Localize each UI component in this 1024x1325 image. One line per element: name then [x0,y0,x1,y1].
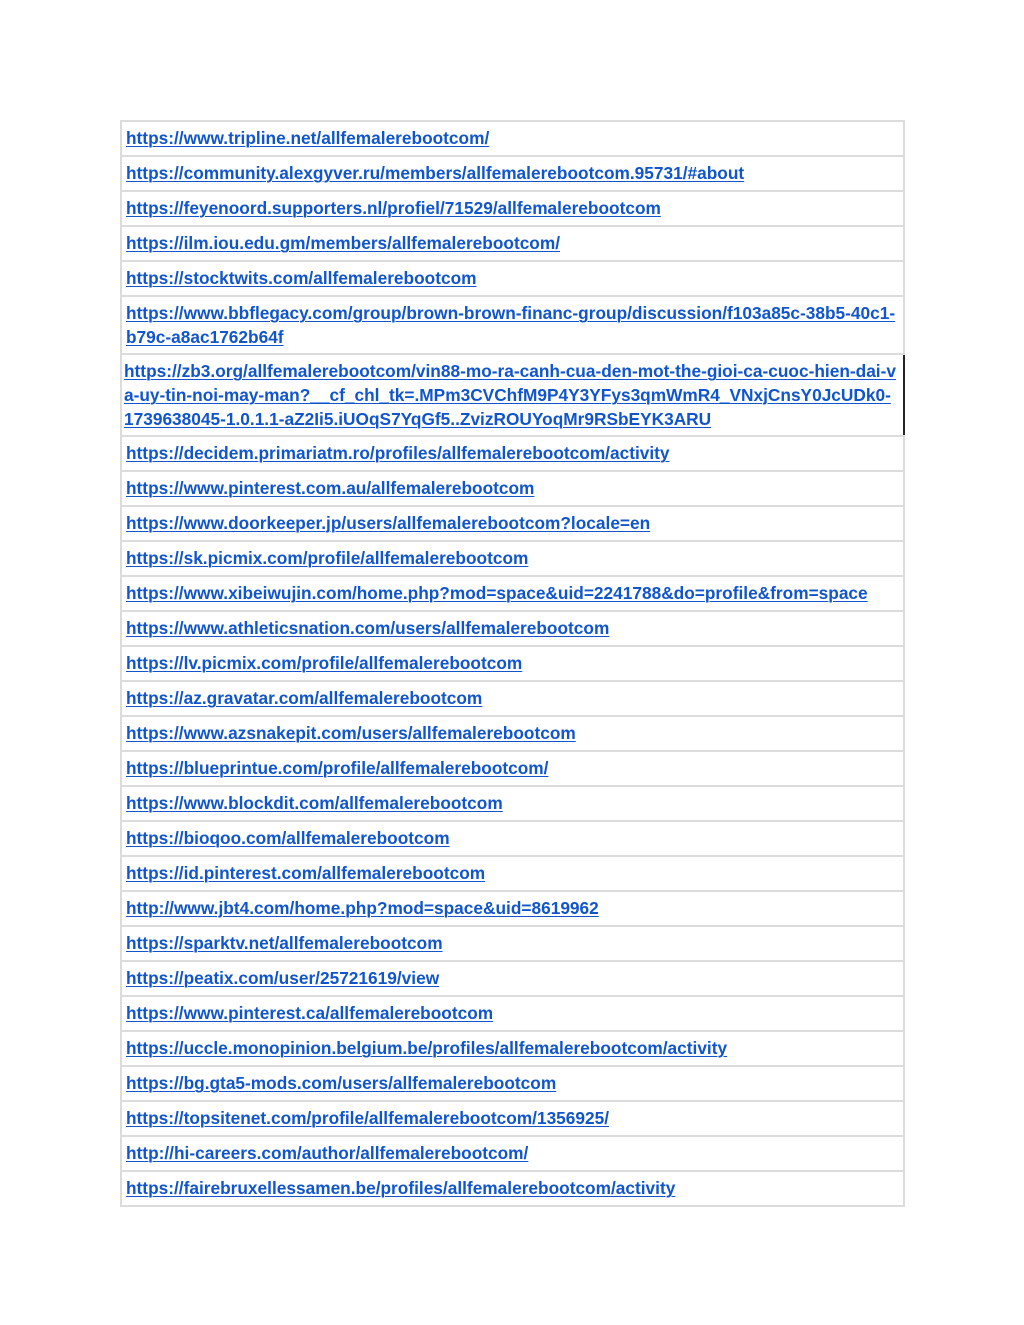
table-row [121,354,904,436]
table-cell [121,716,904,751]
link[interactable]: https://www.athleticsnation.com/users/allfemalerebootcom [126,618,610,638]
table-cell [121,471,904,506]
link[interactable]: https://stocktwits.com/allfemalerebootcom [126,268,477,288]
table-cell [121,821,904,856]
table-cell [121,156,904,191]
table-cell [121,436,904,471]
link[interactable]: https://sk.picmix.com/profile/allfemalerebootcom [126,548,529,568]
table-cell [121,506,904,541]
table-row [121,1101,904,1136]
table-row [121,891,904,926]
table-row [121,541,904,576]
table-row [121,506,904,541]
link[interactable]: https://community.alexgyver.ru/members/allfemalerebootcom.95731/#about [126,163,745,183]
table-cell [121,1171,904,1206]
table-cell [121,296,904,354]
link[interactable]: http://hi-careers.com/author/allfemalerebootcom/ [126,1143,529,1163]
table-row [121,471,904,506]
table-cell [121,786,904,821]
table-row [121,681,904,716]
table-row [121,856,904,891]
table-cell [121,121,904,156]
link[interactable]: https://www.tripline.net/allfemalerebootcom/ [126,128,490,148]
link[interactable]: https://blueprintue.com/profile/allfemalerebootcom/ [126,758,549,778]
link[interactable]: https://www.pinterest.ca/allfemalerebootcom [126,1003,494,1023]
table-row [121,611,904,646]
table-row [121,226,904,261]
table-cell [121,891,904,926]
table-cell [121,226,904,261]
table-row [121,156,904,191]
table-cell [121,1101,904,1136]
link[interactable]: https://ilm.iou.edu.gm/members/allfemalerebootcom/ [126,233,561,253]
link[interactable]: https://www.doorkeeper.jp/users/allfemalerebootcom?locale=en [126,513,651,533]
table-row [121,576,904,611]
table-row [121,716,904,751]
table-row [121,296,904,354]
link[interactable]: https://sparktv.net/allfemalerebootcom [126,933,443,953]
table-row [121,1136,904,1171]
link[interactable]: https://bg.gta5-mods.com/users/allfemalerebootcom [126,1073,557,1093]
link[interactable]: https://www.bbflegacy.com/group/brown-brown-financ-group/discussion/f103a85c-38b5-40c1-b79c-a8ac1762b64f [126,303,896,347]
link[interactable]: https://decidem.primariatm.ro/profiles/allfemalerebootcom/activity [126,443,670,463]
table-cell [121,191,904,226]
link[interactable]: https://fairebruxellessamen.be/profiles/allfemalerebootcom/activity [126,1178,676,1198]
table-cell [121,611,904,646]
link[interactable]: https://lv.picmix.com/profile/allfemalerebootcom [126,653,523,673]
table-cell [121,751,904,786]
table-cell [121,1136,904,1171]
link[interactable]: https://www.xibeiwujin.com/home.php?mod=space&uid=2241788&do=profile&from=space [126,583,868,603]
table-row [121,926,904,961]
link-table [120,120,905,1207]
table-cell [121,926,904,961]
table-row [121,191,904,226]
table-cell [121,856,904,891]
link[interactable]: https://www.pinterest.com.au/allfemalerebootcom [126,478,535,498]
table-cell [121,1066,904,1101]
table-row [121,1171,904,1206]
table-cell [121,1031,904,1066]
table-row [121,436,904,471]
table-cell [121,961,904,996]
link[interactable]: https://id.pinterest.com/allfemalerebootcom [126,863,486,883]
link[interactable]: https://peatix.com/user/25721619/view [126,968,440,988]
link[interactable]: https://az.gravatar.com/allfemalerebootcom [126,688,483,708]
link[interactable]: https://zb3.org/allfemalerebootcom/vin88-mo-ra-canh-cua-den-mot-the-gioi-ca-cuoc-hien-dai-va-uy-tin-noi-may-man?__cf_chl_tk=.MPm3CVChfM9P4Y3YFys3qmWmR4_VNxjCnsY0JcUDk0-1739638045-1.0.1.1-aZ2Ii5.iUOqS7YqGf5..ZvizROUYoqMr9RSbEYK3ARU [124,361,896,429]
table-cell [121,261,904,296]
table-cell [121,681,904,716]
table-cell [121,576,904,611]
table-row [121,1031,904,1066]
table-row [121,751,904,786]
link[interactable]: http://www.jbt4.com/home.php?mod=space&uid=8619962 [126,898,599,918]
table-row [121,821,904,856]
table-row [121,961,904,996]
link[interactable]: https://www.azsnakepit.com/users/allfemalerebootcom [126,723,576,743]
link[interactable]: https://topsitenet.com/profile/allfemalerebootcom/1356925/ [126,1108,610,1128]
link[interactable]: https://feyenoord.supporters.nl/profiel/71529/allfemalerebootcom [126,198,661,218]
table-cell [121,646,904,681]
link[interactable]: https://bioqoo.com/allfemalerebootcom [126,828,450,848]
table-row [121,996,904,1031]
table-row [121,261,904,296]
table-row [121,646,904,681]
table-row [121,786,904,821]
table-cell [121,354,904,436]
link[interactable]: https://uccle.monopinion.belgium.be/profiles/allfemalerebootcom/activity [126,1038,728,1058]
table-cell [121,996,904,1031]
link[interactable]: https://www.blockdit.com/allfemalerebootcom [126,793,503,813]
table-row [121,121,904,156]
table-row [121,1066,904,1101]
table-cell [121,541,904,576]
